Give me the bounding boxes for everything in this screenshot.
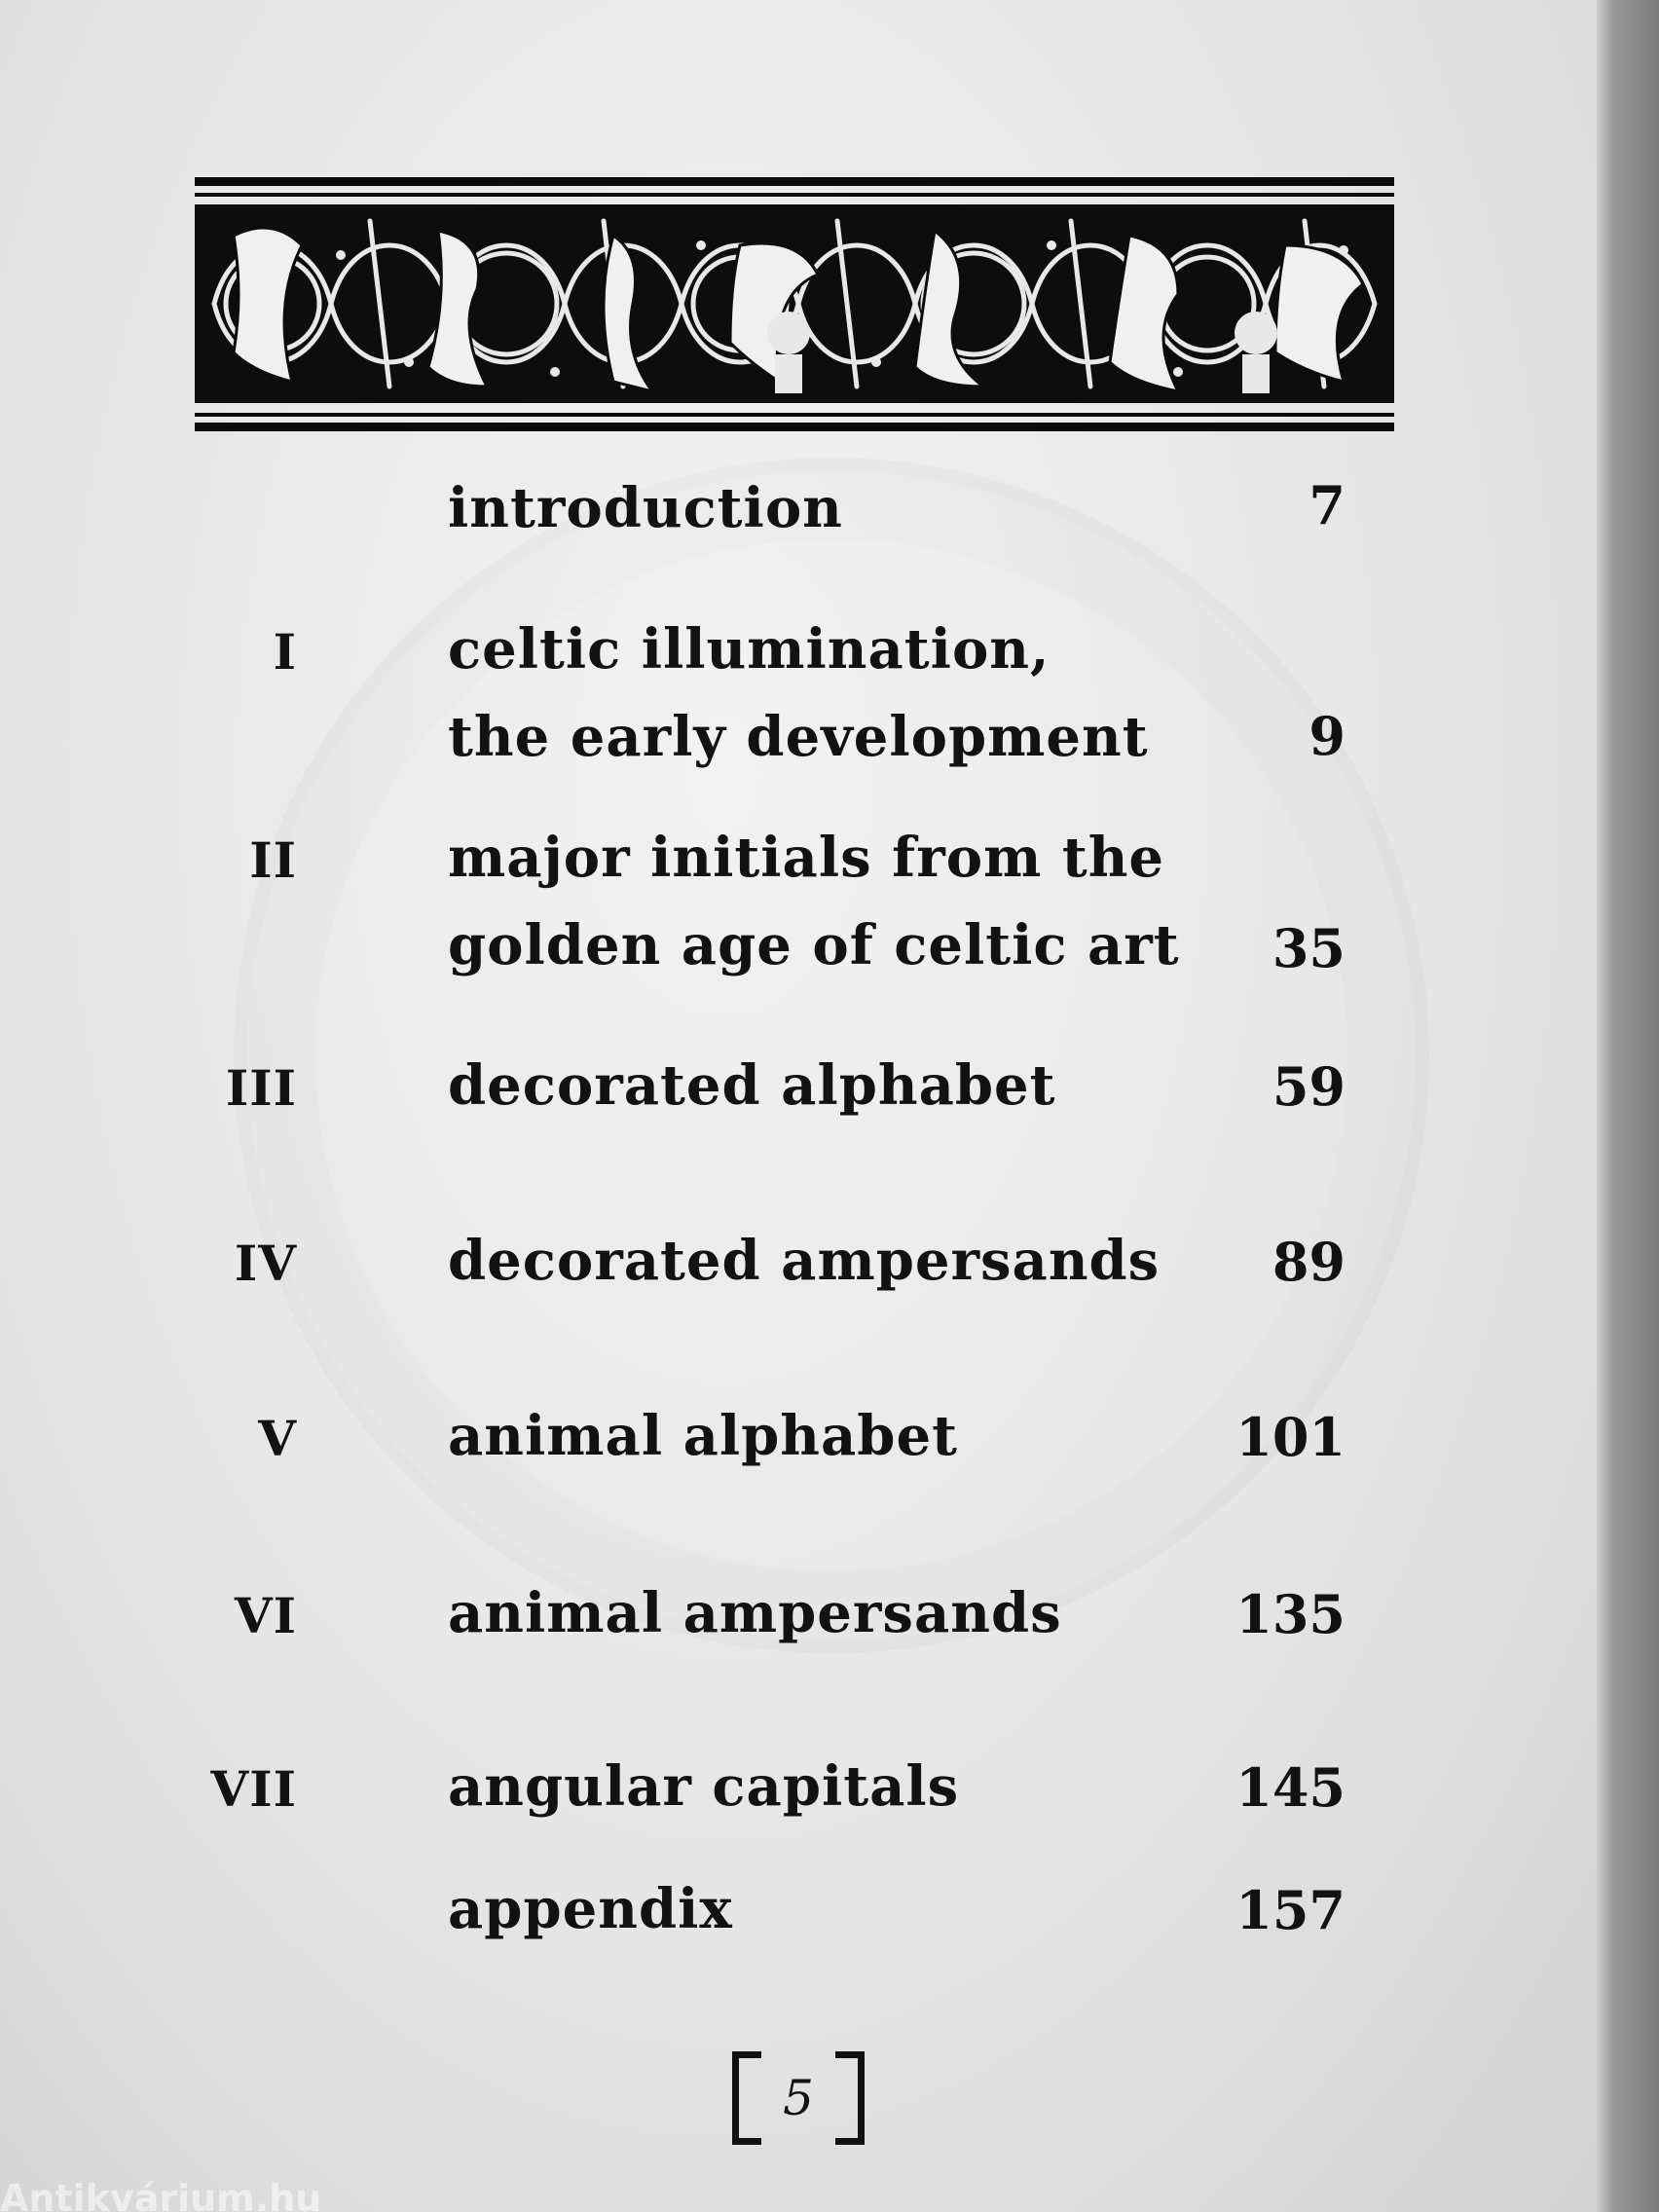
chapter-page-number: 145 [1235, 1756, 1346, 1819]
toc-row-chapter-7[interactable] [0, 1743, 1606, 1850]
chapter-title-line: animal alphabet [448, 1404, 958, 1468]
chapter-title-line: the early development [448, 705, 1149, 769]
toc-row-chapter-5[interactable] [0, 1392, 1606, 1499]
chapter-page-number: 89 [1272, 1231, 1346, 1293]
watermark-text: Antikvárium.hu [0, 2177, 322, 2212]
chapter-number: III [225, 1059, 297, 1117]
chapter-page-number: 59 [1272, 1055, 1346, 1118]
chapter-title [448, 1217, 1160, 1305]
contents-banner [195, 177, 1394, 432]
chapter-title [448, 1042, 1056, 1129]
chapter-number: I [273, 623, 297, 681]
toc-row-chapter-4[interactable] [0, 1217, 1606, 1324]
page-edge-shadow [1597, 0, 1659, 2212]
page-folio [725, 2045, 871, 2152]
chapter-page-number: 101 [1235, 1406, 1346, 1468]
knotwork-heading-illustration [195, 177, 1394, 432]
chapter-title-line: animal ampersands [448, 1581, 1062, 1645]
chapter-page-number: 7 [1309, 474, 1346, 536]
chapter-title [448, 1865, 733, 1953]
toc-row-appendix[interactable] [0, 1865, 1606, 1972]
chapter-title-line: appendix [448, 1877, 733, 1941]
chapter-number: II [249, 831, 297, 889]
chapter-title-line: major initials from the [448, 826, 1165, 890]
folio-number: 5 [783, 2070, 814, 2126]
chapter-title-line: decorated ampersands [448, 1229, 1161, 1293]
toc-row-introduction[interactable] [0, 464, 1606, 571]
toc-row-chapter-6[interactable] [0, 1569, 1606, 1677]
chapter-title-line: decorated alphabet [448, 1053, 1056, 1118]
chapter-number: V [258, 1410, 297, 1467]
chapter-title [448, 1569, 1062, 1657]
chapter-page-number: 35 [1272, 917, 1346, 979]
toc-row-chapter-3[interactable] [0, 1042, 1606, 1149]
chapter-page-number: 157 [1235, 1879, 1346, 1941]
chapter-title [448, 464, 843, 552]
toc-row-chapter-2[interactable] [0, 814, 1606, 1009]
chapter-title [448, 1743, 959, 1830]
right-bracket [835, 2051, 865, 2145]
chapter-title [448, 814, 1180, 989]
chapter-page-number: 9 [1309, 705, 1346, 767]
chapter-number: VII [210, 1760, 297, 1818]
chapter-title [448, 1392, 958, 1480]
chapter-number: VI [234, 1587, 297, 1644]
toc-row-chapter-1[interactable] [0, 606, 1606, 800]
left-bracket [732, 2051, 761, 2145]
chapter-title-line: angular capitals [448, 1754, 960, 1819]
chapter-page-number: 135 [1235, 1583, 1346, 1645]
chapter-number: IV [234, 1235, 297, 1292]
chapter-title-line: introduction [448, 476, 843, 540]
chapter-title-line: golden age of celtic art [448, 913, 1180, 977]
chapter-title [448, 606, 1149, 781]
chapter-title-line: celtic illumination, [448, 617, 1051, 682]
